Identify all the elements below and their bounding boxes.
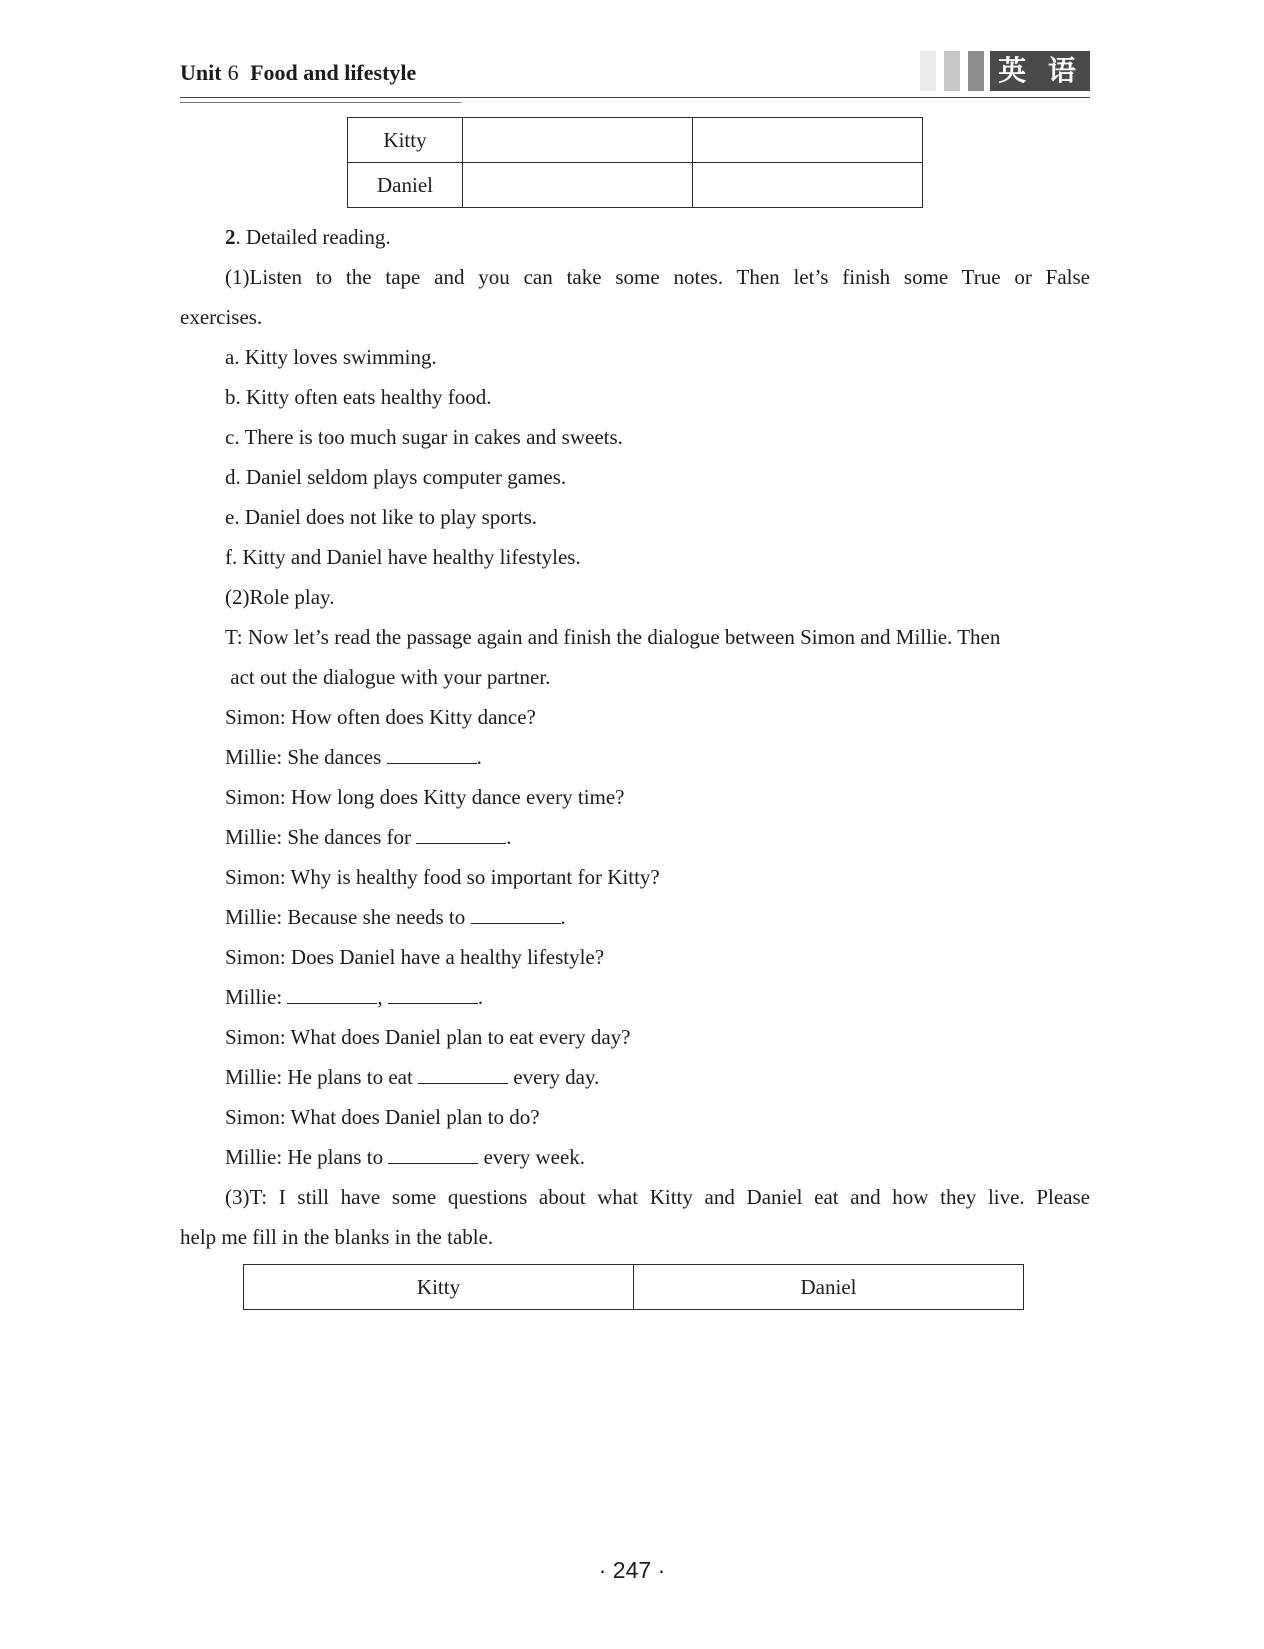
fill-in-blank[interactable] [471,903,561,924]
unit-heading [180,60,416,86]
unit-label: Unit [180,60,222,85]
header-decor-bar [944,51,960,91]
table-header-cell: Kitty [244,1265,634,1310]
fill-in-blank[interactable] [287,983,377,1004]
fill-in-blank[interactable] [388,983,478,1004]
answer-text: every week. [478,1145,586,1169]
dialogue-question: Simon: Why is healthy food so important for Kitty? [225,865,660,889]
table-row [244,1265,1024,1310]
unit-number: 6 [227,60,239,85]
answer-text: Millie: He plans to [225,1145,389,1169]
table-cell: Kitty [348,118,463,163]
statement-item: c. There is too much sugar in cakes and sweets. [225,425,623,449]
dialogue-answer [225,1143,585,1171]
dialogue-question: Simon: How often does Kitty dance? [225,705,536,729]
table-cell [693,163,923,208]
answer-text: Millie: She dances for [225,825,417,849]
table-cell [463,118,693,163]
answer-text: every day. [508,1065,600,1089]
table-cell [693,118,923,163]
answer-text: . [560,905,566,929]
table-cell: Daniel [348,163,463,208]
statement-item: b. Kitty often eats healthy food. [225,385,492,409]
section-title: . Detailed reading. [235,225,391,249]
header-rule [180,102,461,103]
fill-in-blank[interactable] [387,743,477,764]
dialogue-question: Simon: What does Daniel plan to eat every day? [225,1025,631,1049]
dialogue-question: Simon: What does Daniel plan to do? [225,1105,540,1129]
answer-text: . [476,745,482,769]
dialogue-answer [225,903,566,931]
page-number: · 247 · [598,1557,666,1583]
subject-badge: 英 语 [990,51,1090,91]
statement-item: e. Daniel does not like to play sports. [225,505,538,529]
top-table [347,117,923,208]
statement-item: a. Kitty loves swimming. [225,345,437,369]
dialogue-answer [225,1063,599,1091]
header-rule [180,97,1090,98]
unit-title: Food and lifestyle [250,60,417,85]
subsection-title: (2)Role play. [225,585,335,609]
section-number: 2 [225,225,236,249]
dialogue-question: Simon: Does Daniel have a healthy lifestyle? [225,945,605,969]
answer-text: Millie: He plans to eat [225,1065,419,1089]
header-decor-bar [968,51,984,91]
instruction-line: T: Now let’s read the passage again and finish the dialogue between Simon and Millie. Then [225,625,1001,649]
instruction-line: exercises. [180,305,263,329]
dialogue-question: Simon: How long does Kitty dance every time? [225,785,625,809]
answer-text: Millie: She dances [225,745,387,769]
answer-text: . [506,825,512,849]
table-row [348,163,923,208]
answer-text: . [477,985,484,1009]
answer-text: Millie: Because she needs to [225,905,471,929]
instruction-line: (3)T: I still have some questions about what Kitty and Daniel eat and how they live. Please [225,1185,1090,1209]
instruction-line: (1)Listen to the tape and you can take some notes. Then let’s finish some True or False [225,265,1090,289]
bottom-table [243,1264,1024,1310]
instruction-line: act out the dialogue with your partner. [225,665,551,689]
dialogue-answer [225,823,512,851]
table-row [348,118,923,163]
statement-item: f. Kitty and Daniel have healthy lifestyles. [225,545,581,569]
table-cell [463,163,693,208]
statement-item: d. Daniel seldom plays computer games. [225,465,567,489]
dialogue-answer [225,743,482,771]
instruction-line: help me fill in the blanks in the table. [180,1225,494,1249]
header-decor-bar [920,51,936,91]
answer-text: Millie: [225,985,288,1009]
section-heading [225,223,391,251]
dialogue-answer [225,983,483,1011]
answer-text: , [377,985,388,1009]
fill-in-blank[interactable] [418,1063,508,1084]
fill-in-blank[interactable] [388,1143,478,1164]
fill-in-blank[interactable] [416,823,506,844]
table-header-cell: Daniel [634,1265,1024,1310]
